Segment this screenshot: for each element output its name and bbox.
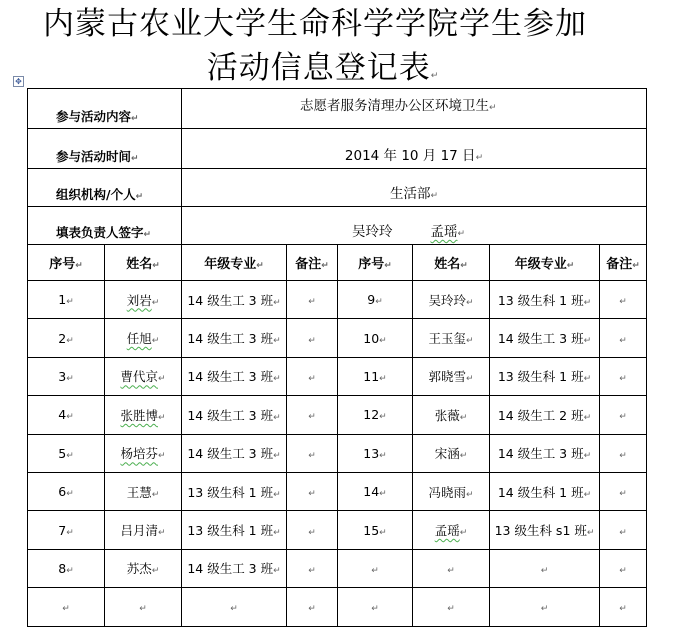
cell-right-no[interactable]: 13↵ xyxy=(338,434,413,472)
cell-right-note[interactable]: ↵ xyxy=(600,549,647,587)
cell-left-note[interactable]: ↵ xyxy=(287,281,338,319)
cell-left-name[interactable]: 杨培芬↵ xyxy=(105,434,182,472)
cell-right-major[interactable]: ↵ xyxy=(490,588,600,626)
header-no-2: 序号↵ xyxy=(338,245,413,281)
cell-right-no[interactable]: ↵ xyxy=(338,549,413,587)
cell-left-name[interactable]: 王慧↵ xyxy=(105,472,182,510)
cell-left-note[interactable]: ↵ xyxy=(287,588,338,626)
cell-left-no[interactable]: 5↵ xyxy=(28,434,105,472)
cell-left-major[interactable]: 14 级生工 3 班↵ xyxy=(182,396,287,434)
cell-left-note[interactable]: ↵ xyxy=(287,549,338,587)
cell-left-major[interactable]: 14 级生工 3 班↵ xyxy=(182,281,287,319)
cell-left-major[interactable]: 14 级生工 3 班↵ xyxy=(182,434,287,472)
content-label: 参与活动内容↵ xyxy=(28,89,182,129)
cell-right-name[interactable]: 王玉玺↵ xyxy=(413,319,490,357)
cell-right-no[interactable]: 14↵ xyxy=(338,472,413,510)
cell-left-major[interactable]: 13 级生科 1 班↵ xyxy=(182,472,287,510)
cell-right-note[interactable]: ↵ xyxy=(600,434,647,472)
cell-left-note[interactable]: ↵ xyxy=(287,434,338,472)
header-major: 年级专业↵ xyxy=(182,245,287,281)
cell-right-major[interactable]: 13 级生科 1 班↵ xyxy=(490,357,600,395)
cell-right-major[interactable]: 14 级生工 3 班↵ xyxy=(490,319,600,357)
cell-right-note[interactable]: ↵ xyxy=(600,281,647,319)
header-note-2: 备注↵ xyxy=(600,245,647,281)
cell-left-major[interactable]: 14 级生工 3 班↵ xyxy=(182,549,287,587)
org-value[interactable]: 生活部↵ xyxy=(182,169,647,207)
cell-right-name[interactable]: 张薇↵ xyxy=(413,396,490,434)
cell-left-name[interactable]: 张胜博↵ xyxy=(105,396,182,434)
cell-right-name[interactable]: ↵ xyxy=(413,588,490,626)
cell-left-no[interactable]: 1↵ xyxy=(28,281,105,319)
table-row xyxy=(28,281,647,319)
cell-left-major[interactable]: 14 级生工 3 班↵ xyxy=(182,357,287,395)
cell-left-name[interactable]: 任旭↵ xyxy=(105,319,182,357)
header-major-2: 年级专业↵ xyxy=(490,245,600,281)
cell-right-note[interactable]: ↵ xyxy=(600,511,647,549)
cell-left-name[interactable]: 曹代京↵ xyxy=(105,357,182,395)
cell-left-no[interactable]: 4↵ xyxy=(28,396,105,434)
cell-right-major[interactable]: 14 级生科 1 班↵ xyxy=(490,472,600,510)
cell-left-name[interactable]: ↵ xyxy=(105,588,182,626)
cell-right-no[interactable]: 10↵ xyxy=(338,319,413,357)
table-row xyxy=(28,396,647,434)
signer-value[interactable]: 吴玲玲 孟瑶↵ xyxy=(182,207,647,245)
header-name-2: 姓名↵ xyxy=(413,245,490,281)
cell-right-name[interactable]: 吴玲玲↵ xyxy=(413,281,490,319)
table-row xyxy=(28,588,647,626)
cell-left-name[interactable]: 刘岩↵ xyxy=(105,281,182,319)
table-row xyxy=(28,472,647,510)
cell-right-major[interactable]: ↵ xyxy=(490,549,600,587)
table-row xyxy=(28,434,647,472)
cell-right-no[interactable]: 11↵ xyxy=(338,357,413,395)
form-title-line1: 内蒙古农业大学生命科学学院学生参加 xyxy=(43,6,587,42)
paragraph-mark-icon: ↵ xyxy=(430,71,440,81)
table-row xyxy=(28,357,647,395)
cell-right-note[interactable]: ↵ xyxy=(600,396,647,434)
cell-left-no[interactable]: 7↵ xyxy=(28,511,105,549)
cell-right-note[interactable]: ↵ xyxy=(600,319,647,357)
cell-left-note[interactable]: ↵ xyxy=(287,511,338,549)
cell-left-note[interactable]: ↵ xyxy=(287,357,338,395)
info-row-content xyxy=(28,89,647,129)
signer-1: 吴玲玲 xyxy=(352,224,393,240)
cell-right-name[interactable]: 郭晓雪↵ xyxy=(413,357,490,395)
cell-left-major[interactable]: 14 级生工 3 班↵ xyxy=(182,319,287,357)
header-row xyxy=(28,245,647,281)
cell-right-name[interactable]: 冯晓雨↵ xyxy=(413,472,490,510)
cell-right-no[interactable]: ↵ xyxy=(338,588,413,626)
table-row xyxy=(28,549,647,587)
signer-label: 填表负责人签字↵ xyxy=(28,207,182,245)
info-row-org xyxy=(28,169,647,207)
cell-left-no[interactable]: 3↵ xyxy=(28,357,105,395)
registration-table xyxy=(27,88,647,627)
cell-left-note[interactable]: ↵ xyxy=(287,472,338,510)
cell-left-name[interactable]: 苏杰↵ xyxy=(105,549,182,587)
table-move-handle-icon[interactable]: ✥ xyxy=(13,76,24,87)
cell-left-no[interactable]: ↵ xyxy=(28,588,105,626)
cell-left-major[interactable]: 13 级生科 1 班↵ xyxy=(182,511,287,549)
header-no: 序号↵ xyxy=(28,245,105,281)
cell-left-no[interactable]: 2↵ xyxy=(28,319,105,357)
cell-right-major[interactable]: 13 级生科 s1 班↵ xyxy=(490,511,600,549)
signer-2: 孟瑶 xyxy=(430,224,458,240)
cell-right-note[interactable]: ↵ xyxy=(600,357,647,395)
cell-left-major[interactable]: ↵ xyxy=(182,588,287,626)
table-row xyxy=(28,319,647,357)
cell-right-note[interactable]: ↵ xyxy=(600,588,647,626)
time-value[interactable]: 2014 年 10 月 17 日↵ xyxy=(182,129,647,169)
table-row xyxy=(28,511,647,549)
cell-right-no[interactable]: 15↵ xyxy=(338,511,413,549)
cell-right-major[interactable]: 13 级生科 1 班↵ xyxy=(490,281,600,319)
cell-left-note[interactable]: ↵ xyxy=(287,396,338,434)
time-label: 参与活动时间↵ xyxy=(28,129,182,169)
cell-left-no[interactable]: 8↵ xyxy=(28,549,105,587)
cell-right-major[interactable]: 14 级生工 3 班↵ xyxy=(490,434,600,472)
header-name: 姓名↵ xyxy=(105,245,182,281)
info-row-signer xyxy=(28,207,647,245)
content-value[interactable]: 志愿者服务清理办公区环境卫生↵ xyxy=(182,89,647,129)
cell-left-name[interactable]: 吕月清↵ xyxy=(105,511,182,549)
cell-right-no[interactable]: 12↵ xyxy=(338,396,413,434)
cell-right-no[interactable]: 9↵ xyxy=(338,281,413,319)
header-note: 备注↵ xyxy=(287,245,338,281)
cell-right-name[interactable]: ↵ xyxy=(413,549,490,587)
form-title-line2-text: 活动信息登记表 xyxy=(206,50,431,86)
cell-right-name[interactable]: 孟瑶↵ xyxy=(413,511,490,549)
org-label: 组织机构/个人↵ xyxy=(28,169,182,207)
cell-right-note[interactable]: ↵ xyxy=(600,472,647,510)
cell-right-name[interactable]: 宋涵↵ xyxy=(413,434,490,472)
cell-left-no[interactable]: 6↵ xyxy=(28,472,105,510)
cell-left-note[interactable]: ↵ xyxy=(287,319,338,357)
info-row-time xyxy=(28,129,647,169)
cell-right-major[interactable]: 14 级生工 2 班↵ xyxy=(490,396,600,434)
